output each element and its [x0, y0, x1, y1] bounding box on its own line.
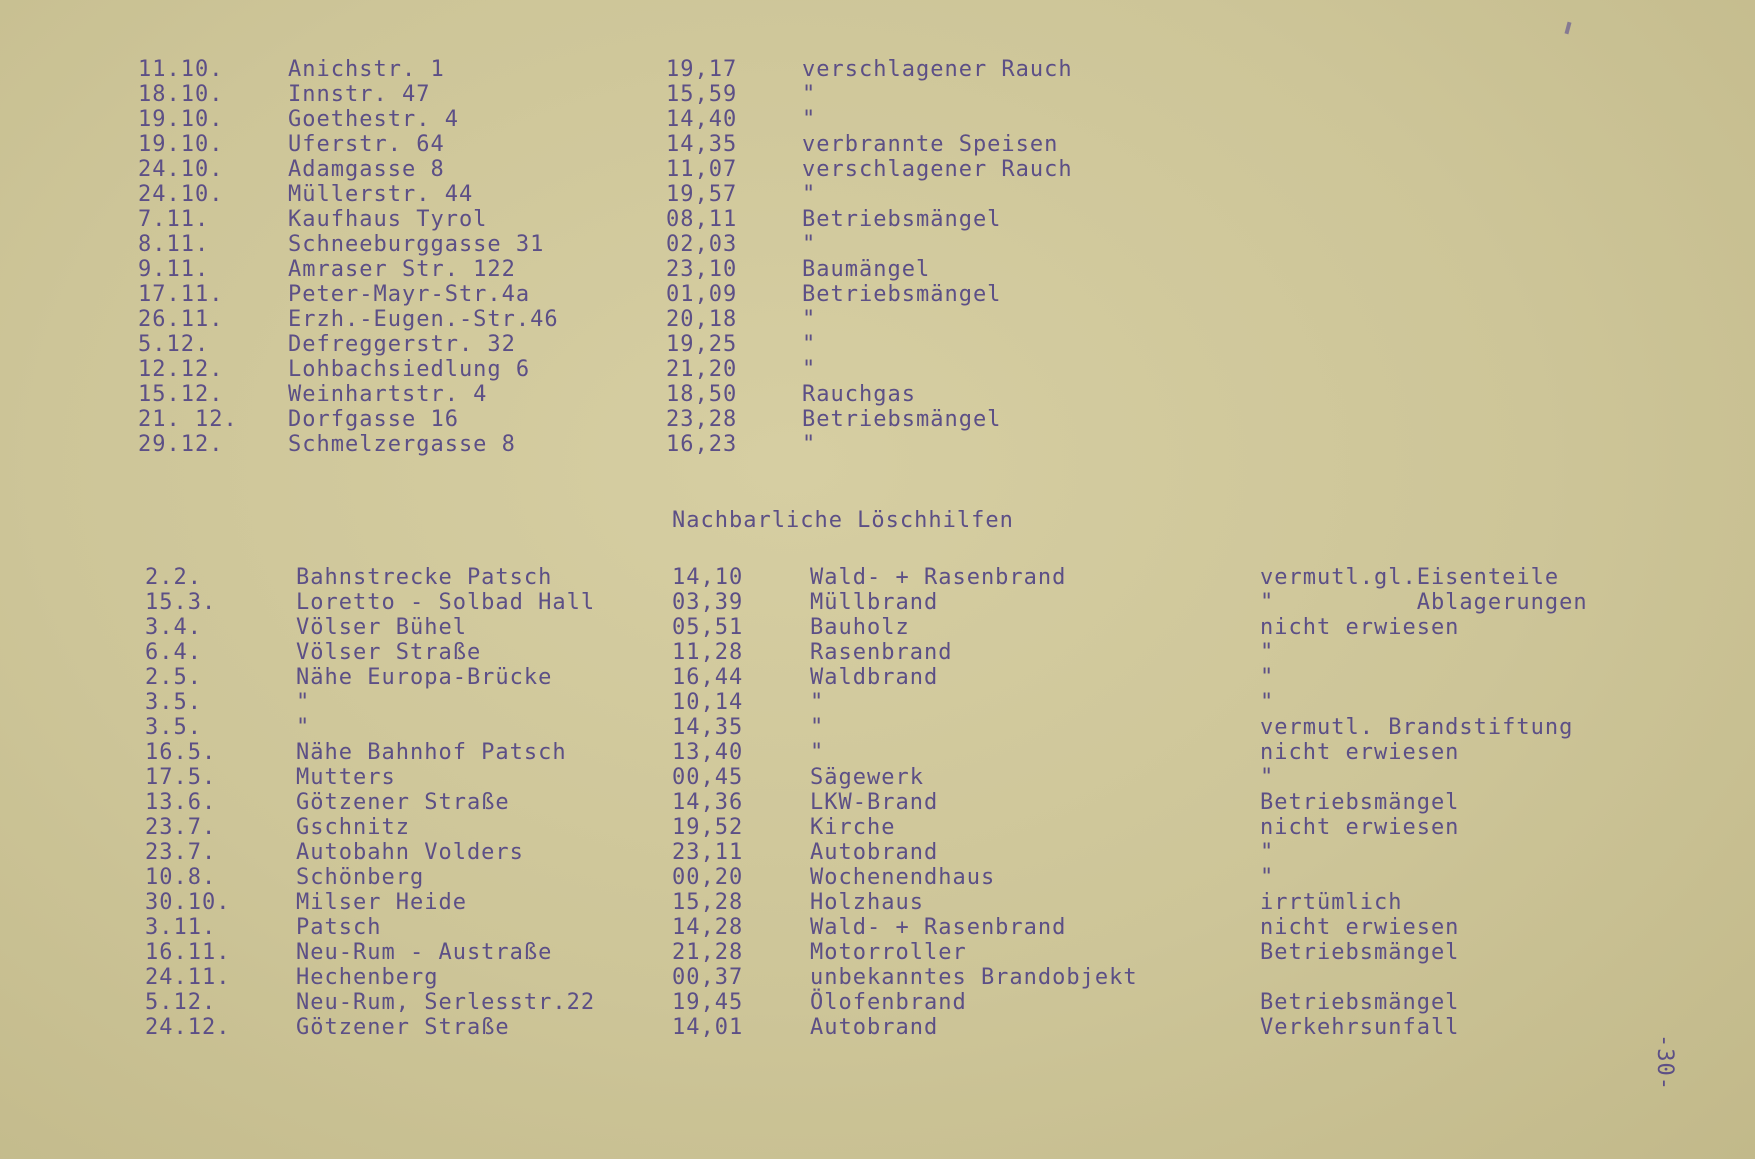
- date-cell: 17.5.: [145, 765, 217, 790]
- table-row: [0, 740, 1755, 765]
- location-cell: Dorfgasse 16: [288, 407, 459, 432]
- date-cell: 24.11.: [145, 965, 231, 990]
- date-cell: 17.11.: [138, 282, 224, 307]
- cause-cell: ": [802, 182, 817, 207]
- note-cell: irrtümlich: [1260, 890, 1403, 915]
- table-row: [0, 790, 1755, 815]
- location-cell: Schneeburggasse 31: [288, 232, 545, 257]
- table-row: [0, 332, 1755, 357]
- object-cell: Motorroller: [810, 940, 967, 965]
- time-cell: 10,14: [672, 690, 744, 715]
- table-row: [0, 157, 1755, 182]
- table-row: [0, 690, 1755, 715]
- table-row: [0, 282, 1755, 307]
- date-cell: 6.4.: [145, 640, 202, 665]
- cause-cell: ": [802, 107, 817, 132]
- cause-cell: ": [802, 432, 817, 457]
- object-cell: Sägewerk: [810, 765, 924, 790]
- time-cell: 16,23: [666, 432, 738, 457]
- page-number: -30-: [1651, 1034, 1677, 1091]
- date-cell: 16.11.: [145, 940, 231, 965]
- location-cell: Völser Straße: [296, 640, 482, 665]
- time-cell: 11,07: [666, 157, 738, 182]
- cause-cell: ": [802, 82, 817, 107]
- note-cell: ": [1260, 840, 1275, 865]
- cause-cell: Betriebsmängel: [802, 282, 1002, 307]
- object-cell: Kirche: [810, 815, 896, 840]
- object-cell: Rasenbrand: [810, 640, 953, 665]
- location-cell: Goethestr. 4: [288, 107, 459, 132]
- note-cell: " Ablagerungen: [1260, 590, 1588, 615]
- date-cell: 21. 12.: [138, 407, 238, 432]
- table-row: [0, 57, 1755, 82]
- location-cell: ": [296, 715, 311, 740]
- time-cell: 05,51: [672, 615, 744, 640]
- time-cell: 19,57: [666, 182, 738, 207]
- table-row: [0, 132, 1755, 157]
- date-cell: 15.12.: [138, 382, 224, 407]
- object-cell: Wochenendhaus: [810, 865, 996, 890]
- time-cell: 01,09: [666, 282, 738, 307]
- date-cell: 23.7.: [145, 840, 217, 865]
- time-cell: 21,28: [672, 940, 744, 965]
- date-cell: 2.2.: [145, 565, 202, 590]
- time-cell: 19,45: [672, 990, 744, 1015]
- location-cell: Uferstr. 64: [288, 132, 445, 157]
- note-cell: Verkehrsunfall: [1260, 1015, 1460, 1040]
- time-cell: 14,36: [672, 790, 744, 815]
- table-row: [0, 1015, 1755, 1040]
- table-row: [0, 307, 1755, 332]
- note-cell: ": [1260, 665, 1275, 690]
- time-cell: 03,39: [672, 590, 744, 615]
- table-row: [0, 715, 1755, 740]
- location-cell: Defreggerstr. 32: [288, 332, 516, 357]
- time-cell: 23,28: [666, 407, 738, 432]
- time-cell: 14,01: [672, 1015, 744, 1040]
- table-row: [0, 640, 1755, 665]
- object-cell: Wald- + Rasenbrand: [810, 565, 1067, 590]
- time-cell: 00,20: [672, 865, 744, 890]
- time-cell: 23,10: [666, 257, 738, 282]
- note-cell: nicht erwiesen: [1260, 740, 1460, 765]
- table-row: [0, 232, 1755, 257]
- location-cell: Götzener Straße: [296, 790, 510, 815]
- date-cell: 13.6.: [145, 790, 217, 815]
- location-cell: Lohbachsiedlung 6: [288, 357, 531, 382]
- location-cell: Hechenberg: [296, 965, 439, 990]
- date-cell: 3.5.: [145, 690, 202, 715]
- note-cell: nicht erwiesen: [1260, 815, 1460, 840]
- location-cell: Bahnstrecke Patsch: [296, 565, 553, 590]
- location-cell: Patsch: [296, 915, 382, 940]
- location-cell: ": [296, 690, 311, 715]
- location-cell: Nähe Europa-Brücke: [296, 665, 553, 690]
- time-cell: 08,11: [666, 207, 738, 232]
- object-cell: Autobrand: [810, 840, 939, 865]
- location-cell: Erzh.-Eugen.-Str.46: [288, 307, 559, 332]
- date-cell: 24.10.: [138, 157, 224, 182]
- time-cell: 00,37: [672, 965, 744, 990]
- time-cell: 00,45: [672, 765, 744, 790]
- time-cell: 19,52: [672, 815, 744, 840]
- date-cell: 12.12.: [138, 357, 224, 382]
- time-cell: 21,20: [666, 357, 738, 382]
- location-cell: Anichstr. 1: [288, 57, 445, 82]
- time-cell: 14,35: [672, 715, 744, 740]
- object-cell: Müllbrand: [810, 590, 939, 615]
- table-row: [0, 357, 1755, 382]
- time-cell: 14,10: [672, 565, 744, 590]
- table-row: [0, 665, 1755, 690]
- date-cell: 3.4.: [145, 615, 202, 640]
- note-cell: ": [1260, 765, 1275, 790]
- table-row: [0, 82, 1755, 107]
- location-cell: Peter-Mayr-Str.4a: [288, 282, 531, 307]
- cause-cell: verbrannte Speisen: [802, 132, 1059, 157]
- ink-mark: [1565, 22, 1572, 35]
- time-cell: 15,59: [666, 82, 738, 107]
- location-cell: Schmelzergasse 8: [288, 432, 516, 457]
- object-cell: Waldbrand: [810, 665, 939, 690]
- object-cell: ": [810, 690, 825, 715]
- table-row: [0, 207, 1755, 232]
- time-cell: 15,28: [672, 890, 744, 915]
- table-row: [0, 107, 1755, 132]
- table-row: [0, 890, 1755, 915]
- date-cell: 10.8.: [145, 865, 217, 890]
- location-cell: Neu-Rum - Austraße: [296, 940, 553, 965]
- note-cell: Betriebsmängel: [1260, 790, 1460, 815]
- date-cell: 3.5.: [145, 715, 202, 740]
- date-cell: 2.5.: [145, 665, 202, 690]
- cause-cell: ": [802, 307, 817, 332]
- date-cell: 8.11.: [138, 232, 210, 257]
- location-cell: Schönberg: [296, 865, 425, 890]
- date-cell: 24.12.: [145, 1015, 231, 1040]
- date-cell: 5.12.: [145, 990, 217, 1015]
- date-cell: 24.10.: [138, 182, 224, 207]
- note-cell: Betriebsmängel: [1260, 990, 1460, 1015]
- table-row: [0, 990, 1755, 1015]
- table-row: [0, 382, 1755, 407]
- location-cell: Kaufhaus Tyrol: [288, 207, 488, 232]
- location-cell: Autobahn Volders: [296, 840, 524, 865]
- time-cell: 13,40: [672, 740, 744, 765]
- date-cell: 3.11.: [145, 915, 217, 940]
- time-cell: 14,40: [666, 107, 738, 132]
- location-cell: Müllerstr. 44: [288, 182, 474, 207]
- cause-cell: Betriebsmängel: [802, 407, 1002, 432]
- table-row: [0, 615, 1755, 640]
- time-cell: 16,44: [672, 665, 744, 690]
- location-cell: Weinhartstr. 4: [288, 382, 488, 407]
- cause-cell: ": [802, 232, 817, 257]
- object-cell: Ölofenbrand: [810, 990, 967, 1015]
- location-cell: Loretto - Solbad Hall: [296, 590, 596, 615]
- date-cell: 26.11.: [138, 307, 224, 332]
- time-cell: 19,25: [666, 332, 738, 357]
- object-cell: Holzhaus: [810, 890, 924, 915]
- date-cell: 16.5.: [145, 740, 217, 765]
- table-row: [0, 565, 1755, 590]
- date-cell: 23.7.: [145, 815, 217, 840]
- location-cell: Neu-Rum, Serlesstr.22: [296, 990, 596, 1015]
- date-cell: 29.12.: [138, 432, 224, 457]
- location-cell: Gschnitz: [296, 815, 410, 840]
- table-row: [0, 257, 1755, 282]
- time-cell: 14,35: [666, 132, 738, 157]
- location-cell: Amraser Str. 122: [288, 257, 516, 282]
- date-cell: 11.10.: [138, 57, 224, 82]
- note-cell: nicht erwiesen: [1260, 915, 1460, 940]
- time-cell: 23,11: [672, 840, 744, 865]
- object-cell: ": [810, 740, 825, 765]
- table-row: [0, 765, 1755, 790]
- object-cell: unbekanntes Brandobjekt: [810, 965, 1138, 990]
- note-cell: ": [1260, 865, 1275, 890]
- table-row: [0, 865, 1755, 890]
- cause-cell: verschlagener Rauch: [802, 157, 1073, 182]
- location-cell: Mutters: [296, 765, 396, 790]
- table-row: [0, 815, 1755, 840]
- table-row: [0, 407, 1755, 432]
- table-row: [0, 915, 1755, 940]
- location-cell: Milser Heide: [296, 890, 467, 915]
- date-cell: 19.10.: [138, 107, 224, 132]
- location-cell: Götzener Straße: [296, 1015, 510, 1040]
- date-cell: 7.11.: [138, 207, 210, 232]
- table-row: [0, 840, 1755, 865]
- location-cell: Innstr. 47: [288, 82, 431, 107]
- cause-cell: Baumängel: [802, 257, 931, 282]
- time-cell: 11,28: [672, 640, 744, 665]
- location-cell: Adamgasse 8: [288, 157, 445, 182]
- time-cell: 18,50: [666, 382, 738, 407]
- table-row: [0, 590, 1755, 615]
- location-cell: Nähe Bahnhof Patsch: [296, 740, 567, 765]
- note-cell: ": [1260, 690, 1275, 715]
- note-cell: vermutl.gl.Eisenteile: [1260, 565, 1560, 590]
- section-heading: Nachbarliche Löschhilfen: [672, 508, 1014, 533]
- note-cell: Betriebsmängel: [1260, 940, 1460, 965]
- date-cell: 9.11.: [138, 257, 210, 282]
- time-cell: 02,03: [666, 232, 738, 257]
- location-cell: Völser Bühel: [296, 615, 467, 640]
- table-row: [0, 432, 1755, 457]
- cause-cell: ": [802, 357, 817, 382]
- note-cell: nicht erwiesen: [1260, 615, 1460, 640]
- table-row: [0, 182, 1755, 207]
- date-cell: 30.10.: [145, 890, 231, 915]
- date-cell: 18.10.: [138, 82, 224, 107]
- cause-cell: ": [802, 332, 817, 357]
- cause-cell: Rauchgas: [802, 382, 916, 407]
- object-cell: Bauholz: [810, 615, 910, 640]
- table-row: [0, 965, 1755, 990]
- time-cell: 19,17: [666, 57, 738, 82]
- object-cell: LKW-Brand: [810, 790, 939, 815]
- time-cell: 14,28: [672, 915, 744, 940]
- object-cell: Wald- + Rasenbrand: [810, 915, 1067, 940]
- object-cell: Autobrand: [810, 1015, 939, 1040]
- cause-cell: verschlagener Rauch: [802, 57, 1073, 82]
- table-row: [0, 940, 1755, 965]
- date-cell: 19.10.: [138, 132, 224, 157]
- time-cell: 20,18: [666, 307, 738, 332]
- note-cell: ": [1260, 640, 1275, 665]
- date-cell: 15.3.: [145, 590, 217, 615]
- cause-cell: Betriebsmängel: [802, 207, 1002, 232]
- object-cell: ": [810, 715, 825, 740]
- date-cell: 5.12.: [138, 332, 210, 357]
- note-cell: vermutl. Brandstiftung: [1260, 715, 1574, 740]
